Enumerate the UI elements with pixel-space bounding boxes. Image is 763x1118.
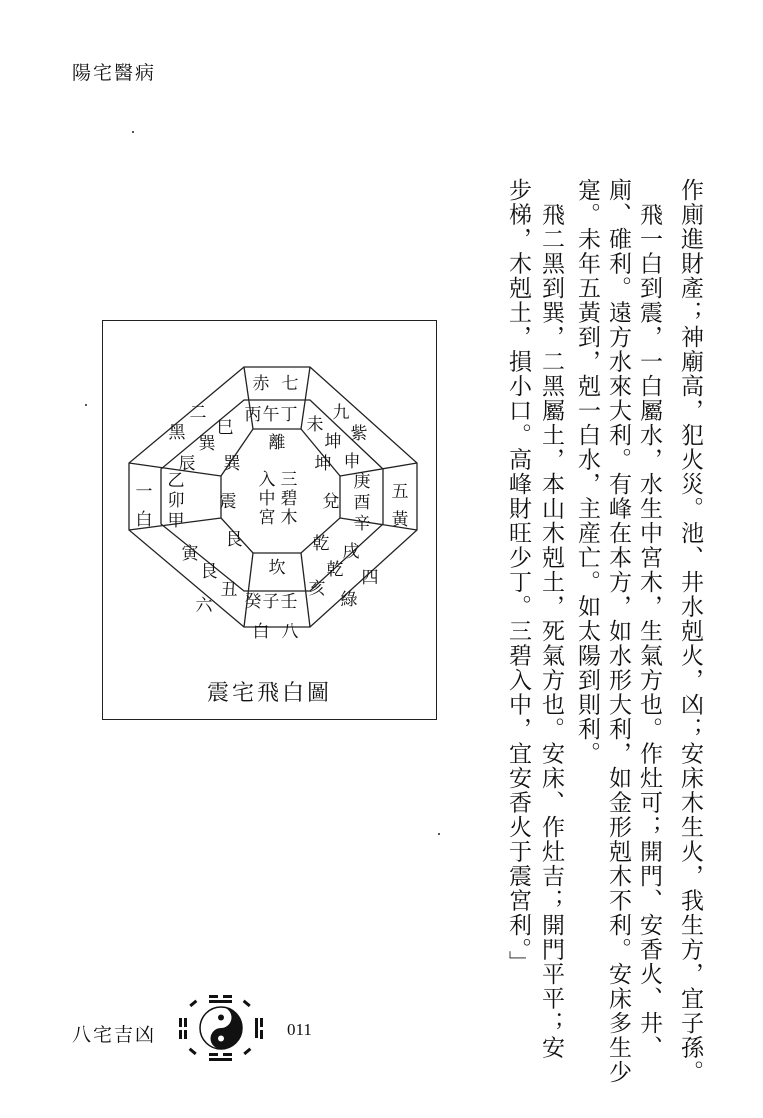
yin-yang-bagua-icon (175, 992, 267, 1064)
mid-nw-1: 寅 (181, 544, 199, 564)
outer-sw-2: 黑 (168, 423, 186, 443)
mid-w-2: 卯 (167, 491, 185, 511)
center-3: 木 (280, 508, 298, 528)
mid-e-3: 辛 (353, 514, 371, 534)
text-column-3: 廁、碓利。遠方水來大利。有峰在本方，如水形大利，如金形剋木不利。安床多生少 (605, 178, 631, 1085)
inner-ne: 乾 (312, 534, 330, 554)
outer-ne-2: 綠 (340, 590, 358, 610)
outer-n-1: 白 (252, 622, 270, 642)
mid-se-3: 申 (343, 452, 361, 472)
inner-se: 坤 (314, 454, 332, 474)
running-header: 陽宅醫病 (72, 62, 157, 84)
mid-e-1: 庚 (353, 472, 371, 492)
inner-nw: 艮 (225, 530, 243, 550)
mid-nw-3: 丑 (220, 580, 238, 600)
inner-sw: 巽 (223, 454, 241, 474)
text-column-4: 寔。未年五黃到，剋一白水，主産亡。如太陽到則利。 (574, 178, 600, 766)
mid-s-1: 丙 (244, 405, 262, 425)
text-column-6: 步梯，木剋土，損小口。高峰財旺少丁。三碧入中，宜安香火于震宮利。」 (505, 178, 531, 975)
text-column-2: 飛一白到震，一白屬水，水生中宮木，生氣方也。作灶可；開門、安香火、井、 (636, 178, 662, 1060)
mid-n-3: 壬 (280, 592, 298, 612)
mid-sw-3: 辰 (178, 454, 196, 474)
mid-se-1: 未 (306, 415, 324, 435)
outer-n-2: 八 (281, 622, 299, 642)
mid-sw-1: 巳 (216, 418, 234, 438)
outer-sw-1: 二 (189, 403, 207, 423)
scan-speck (438, 833, 440, 835)
mid-ne-2: 乾 (326, 560, 344, 580)
inner-e: 兌 (322, 492, 340, 512)
mid-ne-1: 戌 (342, 542, 360, 562)
outer-e-1: 五 (391, 482, 409, 502)
mid-e-2: 酉 (353, 493, 371, 513)
mid-sw-2: 巽 (198, 434, 216, 454)
mid-w-1: 乙 (167, 471, 185, 491)
outer-se-2: 紫 (350, 424, 368, 444)
inner-w: 震 (219, 492, 237, 512)
text-column-1: 作廁進財產；神廟高，犯火災。池、井水剋火，凶；安床木生火，我生方，宜子孫。 (677, 178, 703, 1085)
footer-title: 八宅吉凶 (72, 1024, 157, 1046)
outer-w-1: 一 (135, 482, 153, 502)
outer-ne-1: 四 (361, 568, 379, 588)
diagram-caption: 震宅飛白圖 (206, 681, 332, 706)
mid-s-2: 午 (262, 405, 280, 425)
mid-se-2: 坤 (324, 432, 342, 452)
outer-s-2: 七 (281, 374, 299, 394)
inner-n: 坎 (268, 558, 286, 578)
center-5: 中 (258, 489, 276, 509)
center-1: 三 (280, 470, 298, 490)
text-column-5: 飛二黑到巽，二黑屬土，本山木剋土，死氣方也。安床、作灶吉；開門平平；安 (538, 178, 564, 1060)
octagon-chart (103, 321, 438, 651)
center-2: 碧 (280, 489, 298, 509)
mid-n-2: 子 (262, 592, 280, 612)
outer-s-1: 赤 (252, 374, 270, 394)
mid-s-3: 丁 (280, 405, 298, 425)
mid-nw-2: 艮 (200, 562, 218, 582)
flying-star-diagram (102, 320, 437, 720)
page-number: 011 (287, 1020, 312, 1039)
center-6: 宮 (258, 508, 276, 528)
outer-se-1: 九 (332, 403, 350, 423)
mid-ne-3: 亥 (308, 579, 326, 599)
outer-e-2: 黃 (391, 510, 409, 530)
mid-w-3: 甲 (167, 511, 185, 531)
center-4: 入 (258, 470, 276, 490)
scan-speck (132, 131, 134, 133)
scan-speck (85, 404, 87, 406)
outer-w-2: 白 (135, 510, 153, 530)
inner-s: 離 (268, 433, 286, 453)
outer-nw-1: 六 (195, 596, 213, 616)
mid-n-1: 癸 (244, 592, 262, 612)
